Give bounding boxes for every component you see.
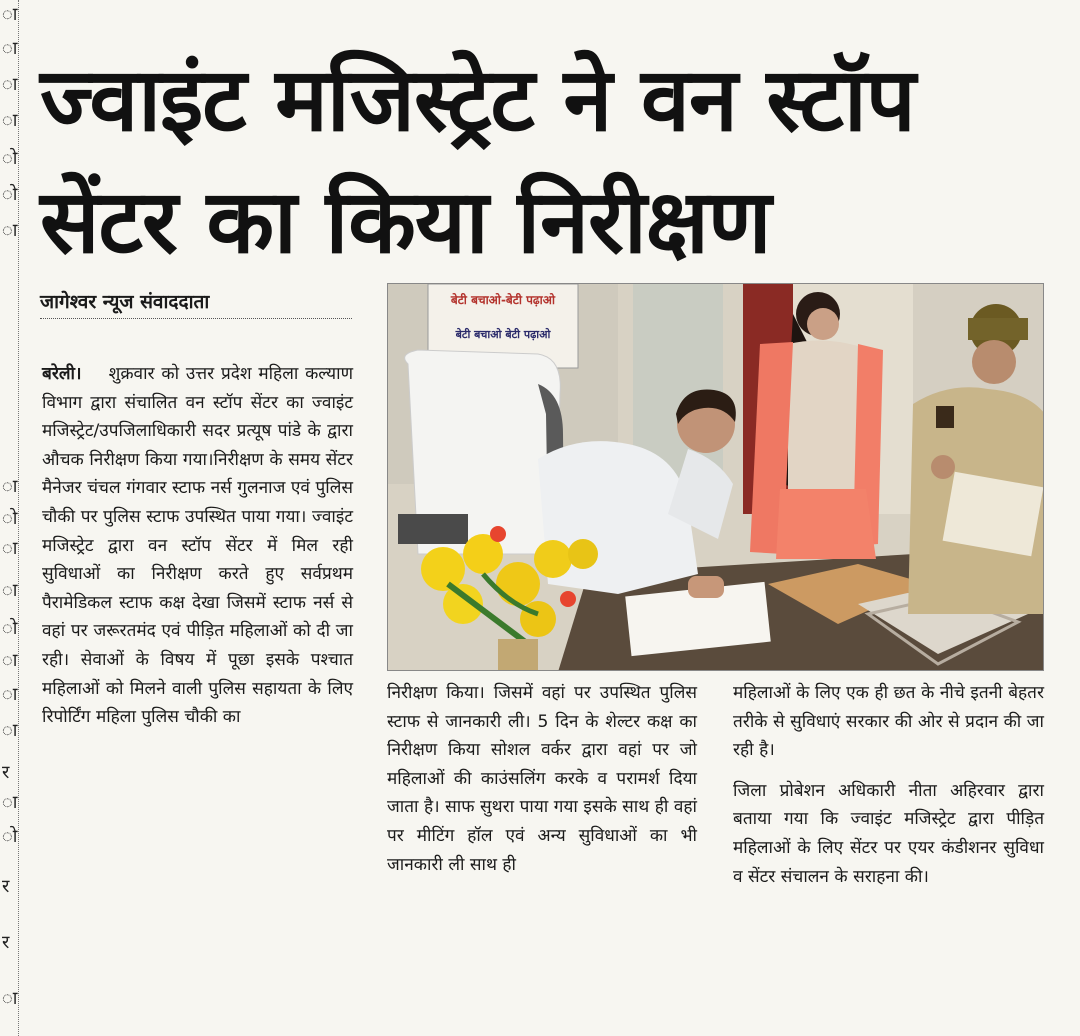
- adjacent-fragment: ा: [2, 74, 18, 95]
- paragraph: निरीक्षण किया। जिसमें वहां पर उपस्थित पुलिस स्टाफ से जानकारी ली। 5 दिन के शेल्टर कक्ष का निरीक्षण किया सोशल वर्कर द्वारा वहां पर जो महिलाओं की काउंसलिंग करके व परामर्श दिया जाता है। साफ सुथरा पाया गया इसके साथ ही वहां पर मीटिंग हॉल एवं अन्य सुविधाओं का भी जानकारी ली साथ ही: [387, 683, 697, 875]
- byline: जागेश्वर न्यूज संवाददाता: [40, 288, 352, 319]
- adjacent-fragment: ा: [2, 538, 18, 559]
- body-text: शुक्रवार को उत्तर प्रदेश महिला कल्याण विभाग द्वारा संचालित वन स्टॉप सेंटर का ज्वाइंट मजिस्ट्रेट/उपजिलाधिकारी सदर प्रत्यूष पांडे के द्वारा औचक निरीक्षण किया गया।निरीक्षण के समय सेंटर मैनेजर चंचल गंगवार स्टाफ नर्स गुलनाज एवं पुलिस चौकी पर पुलिस स्टाफ उपस्थित पाया गया। ज्वाइंट मजिस्ट्रेट द्वारा वन स्टॉप सेंटर में मिल रही सुविधाओं का निरीक्षण करते हुए सर्वप्रथम पैरामेडिकल स्टाफ कक्ष देखा जिसमें स्टाफ नर्स से वहां पर जरूरतमंद एवं पीड़ित महिलाओं को दी जा रही। सेवाओं के विषय में पूछा इसके पश्चात महिलाओं को मिलने वाली पुलिस सहायता के लिए रिपोर्टिंग महिला पुलिस चौकी का: [42, 364, 353, 728]
- sign-text-1: बेटी बचाओ-बेटी पढ़ाओ: [450, 293, 556, 307]
- adjacent-fragment: ा: [2, 988, 18, 1009]
- paragraph: जिला प्रोबेशन अधिकारी नीता अहिरवार द्वारा बताया गया कि ज्वाइंट मजिस्ट्रेट द्वारा पीड़ित महिलाओं के लिए सेंटर पर एयर कंडीशनर सुविधा व सेंटर संचालन के सराहना की।: [733, 780, 1044, 887]
- adjacent-column-strip: [0, 0, 19, 1036]
- photo-illustration: [388, 284, 1044, 671]
- sign-text-2: बेटी बचाओ बेटी पढ़ाओ: [455, 328, 551, 341]
- paragraph: महिलाओं के लिए एक ही छत के नीचे इतनी बेहतर तरीके से सुविधाएं सरकार की ओर से प्रदान की जा रही है।: [733, 683, 1044, 761]
- adjacent-fragment: ा: [2, 720, 18, 741]
- adjacent-fragment: ा: [2, 38, 18, 59]
- paragraph: [42, 360, 353, 732]
- adjacent-fragment: ा: [2, 684, 18, 705]
- adjacent-fragment: र: [2, 932, 10, 953]
- adjacent-fragment: ा: [2, 4, 18, 25]
- adjacent-fragment: र: [2, 876, 10, 897]
- article-column-1: [42, 360, 353, 732]
- adjacent-fragment: ो: [2, 508, 18, 529]
- adjacent-fragment: ा: [2, 220, 18, 241]
- headline-line-1: ज्वाइंट मजिस्ट्रेट ने वन स्टॉप: [40, 48, 915, 151]
- adjacent-fragment: ा: [2, 476, 18, 497]
- adjacent-fragment: ो: [2, 826, 18, 847]
- adjacent-fragment: र: [2, 762, 10, 783]
- adjacent-fragment: ा: [2, 650, 18, 671]
- article-column-3: [733, 679, 1044, 891]
- adjacent-fragment: ो: [2, 618, 18, 639]
- headline-line-2: सेंटर का किया निरीक्षण: [40, 170, 771, 273]
- adjacent-fragment: ा: [2, 110, 18, 131]
- adjacent-fragment: ा: [2, 792, 18, 813]
- dateline: बरेली।: [42, 364, 82, 384]
- adjacent-fragment: ो: [2, 184, 18, 205]
- news-photo: [387, 283, 1044, 671]
- adjacent-fragment: ा: [2, 580, 18, 601]
- adjacent-fragment: ो: [2, 148, 18, 169]
- article-column-2: [387, 679, 697, 879]
